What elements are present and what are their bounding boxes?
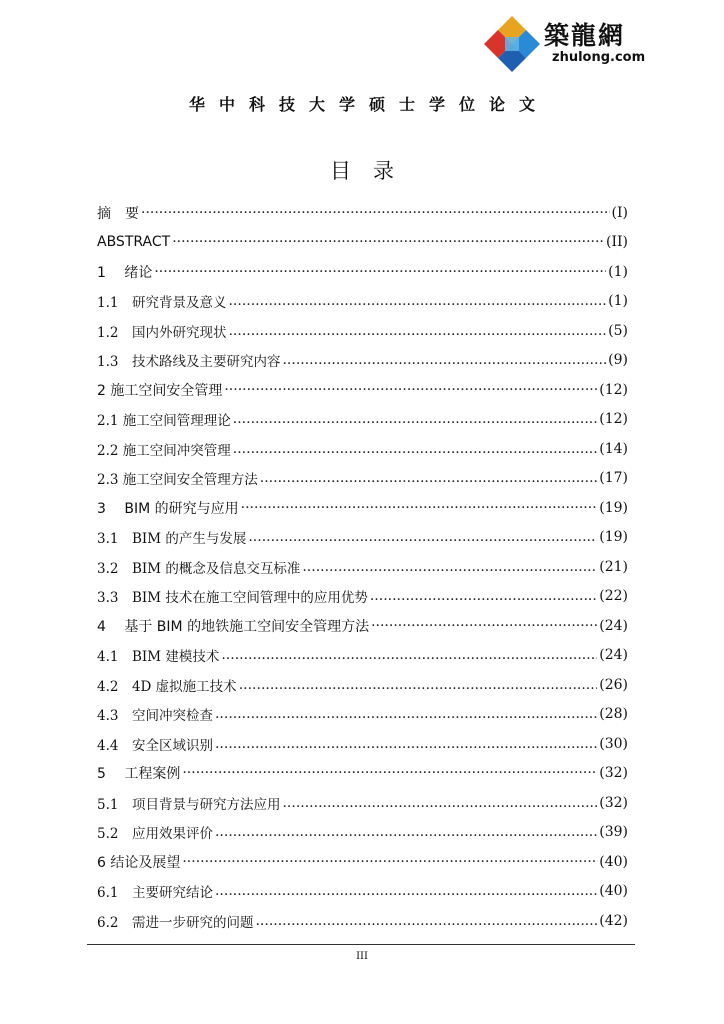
footer-divider [87,944,635,945]
toc-leader-dots [228,293,606,309]
toc-entry[interactable] [97,582,628,612]
toc-leader-dots [241,500,598,516]
toc-leader-dots [282,352,606,368]
toc-entry-page: (19) [599,529,628,546]
toc-entry-label: 6.1 主要研究结论 [97,885,213,902]
toc-entry-label: 1.3 技术路线及主要研究内容 [97,354,281,371]
toc-entry-label: 1 绪论 [97,264,153,281]
toc-entry-label: ABSTRACT [97,234,171,251]
page-title: 目录 [330,159,416,183]
toc-entry[interactable] [97,729,628,759]
thesis-header: 华中科技大学硕士学位论文 [188,95,549,114]
toc-entry[interactable] [97,877,628,907]
toc-entry-page: (32) [599,794,628,811]
toc-leader-dots [371,618,597,634]
toc-entry-page: (26) [599,676,628,693]
toc-entry-label: 3.1 BIM 的产生与发展 [97,531,247,548]
toc-entry[interactable] [97,818,628,848]
toc-entry-label: 4.1 BIM 建模技术 [97,649,220,666]
toc-entry-page: (19) [599,499,628,516]
toc-entry-page: (1) [608,293,628,310]
toc-entry-label: 5.1 项目背景与研究方法应用 [97,796,281,813]
toc-leader-dots [255,913,597,929]
toc-entry-label: 4.3 空间冲突检查 [97,708,213,725]
toc-entry-label: 3.3 BIM 技术在施工空间管理中的应用优势 [97,590,368,607]
toc-entry[interactable] [97,847,628,877]
toc-entry-page: (21) [599,558,628,575]
toc-leader-dots [182,765,597,781]
toc-leader-dots [260,470,597,486]
toc-leader-dots [228,323,606,339]
page-number: III [356,951,368,962]
toc-entry-label: 3 BIM 的研究与应用 [97,500,239,517]
toc-entry[interactable] [97,287,628,317]
toc-leader-dots [233,441,597,457]
toc-leader-dots [215,706,597,722]
toc-entry[interactable] [97,434,628,464]
toc-entry-label: 5.2 应用效果评价 [97,826,213,843]
toc-entry-label: 2.1 施工空间管理理论 [97,413,231,430]
toc-entry[interactable] [97,346,628,376]
toc-leader-dots [233,411,597,427]
toc-leader-dots [224,382,597,398]
toc-entry[interactable] [97,257,628,287]
toc-leader-dots [302,559,597,575]
toc-entry-page: (32) [599,765,628,782]
zhulong-logo [482,10,654,72]
toc-entry-page: (I) [611,204,628,221]
toc-entry-page: (40) [599,883,628,900]
toc-entry[interactable] [97,405,628,435]
toc-entry-label: 6 结论及展望 [97,854,181,871]
toc-entry-label: 摘 要 [97,205,139,222]
toc-entry-page: (30) [599,735,628,752]
toc-entry-page: (5) [608,322,628,339]
logo-mark-icon [482,14,542,72]
toc-entry-label: 2.3 施工空间安全管理方法 [97,472,258,489]
toc-entry[interactable] [97,228,628,258]
toc-entry-page: (17) [599,470,628,487]
toc-entry-label: 4.4 安全区域识别 [97,737,213,754]
toc-entry[interactable] [97,464,628,494]
toc-leader-dots [239,677,598,693]
toc-entry[interactable] [97,198,628,228]
toc-entry-label: 4 基于 BIM 的地铁施工空间安全管理方法 [97,618,370,635]
toc-entry-page: (II) [606,234,628,251]
toc-entry-page: (22) [599,588,628,605]
toc-entry[interactable] [97,759,628,789]
toc-entry-page: (24) [599,617,628,634]
toc-entry-label: 1.2 国内外研究现状 [97,324,227,341]
toc-entry-label: 3.2 BIM 的概念及信息交互标准 [97,560,301,577]
toc-entry[interactable] [97,611,628,641]
toc-entry-page: (40) [599,853,628,870]
toc-entry-page: (9) [608,352,628,369]
toc-leader-dots [172,234,604,250]
toc-entry-label: 1.1 研究背景及意义 [97,295,227,312]
toc-leader-dots [282,795,597,811]
toc-entry-page: (42) [599,912,628,929]
toc-entry-label: 2 施工空间安全管理 [97,382,223,399]
toc-leader-dots [215,824,597,840]
toc-leader-dots [221,647,597,663]
toc-entry[interactable] [97,788,628,818]
toc-leader-dots [215,736,597,752]
toc-leader-dots [248,529,597,545]
toc-leader-dots [215,883,597,899]
toc-entry-page: (28) [599,706,628,723]
toc-leader-dots [182,854,597,870]
toc-entry[interactable] [97,316,628,346]
toc-entry[interactable] [97,552,628,582]
toc-entry-page: (39) [599,824,628,841]
toc-entry-label: 2.2 施工空间冲突管理 [97,442,231,459]
toc-entry-label: 5 工程案例 [97,766,181,783]
toc-entry[interactable] [97,700,628,730]
toc-entry-label: 4.2 4D 虚拟施工技术 [97,678,237,695]
toc-entry-page: (1) [608,263,628,280]
toc-entry[interactable] [97,375,628,405]
toc-entry[interactable] [97,906,628,936]
toc-entry-label: 6.2 需进一步研究的问题 [97,914,254,931]
toc-leader-dots [154,264,606,280]
toc-leader-dots [370,588,597,604]
toc-entry-page: (24) [599,647,628,664]
logo-chinese-text: 築龍網 [544,21,626,50]
toc-entry[interactable] [97,641,628,671]
toc-entry[interactable] [97,523,628,553]
toc-leader-dots [141,205,610,221]
toc-entry-page: (12) [599,381,628,398]
toc-entry[interactable] [97,670,628,700]
toc-entry-page: (12) [599,411,628,428]
toc-entry-page: (14) [599,440,628,457]
logo-domain-text: zhulong.com [552,50,646,65]
table-of-contents [97,198,628,936]
toc-entry[interactable] [97,493,628,523]
